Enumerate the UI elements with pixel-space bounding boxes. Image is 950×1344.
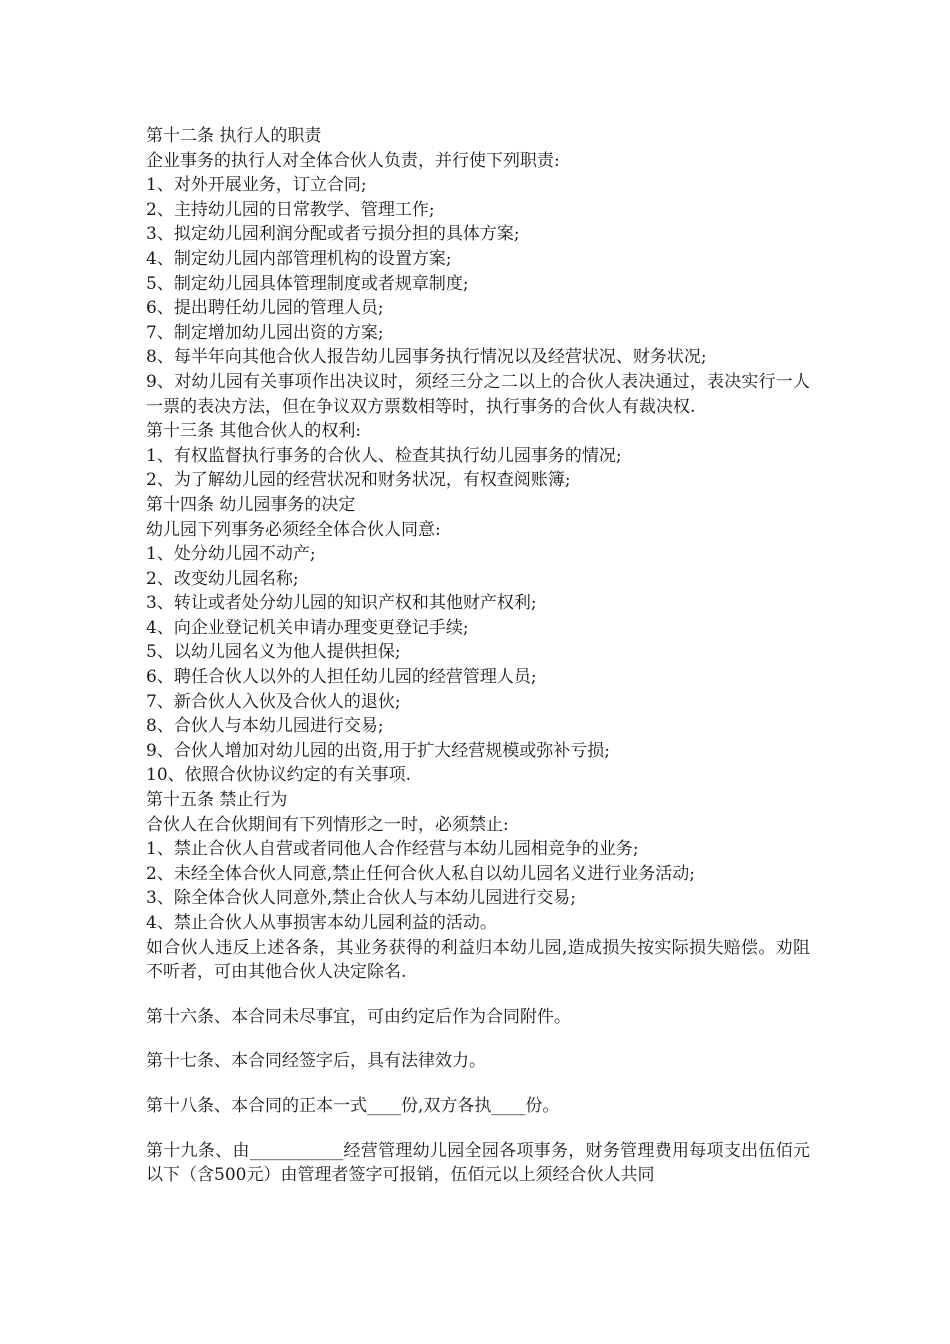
list-item: 1、有权监督执行事务的合伙人、检查其执行幼儿园事务的情况; [146, 445, 622, 466]
list-item: 2、为了解幼儿园的经营状况和财务状况，有权查阅账簿; [146, 470, 571, 491]
article-15-intro: 合伙人在合伙期间有下列情形之一时，必须禁止: [146, 814, 509, 835]
article-12-intro: 企业事务的执行人对全体合伙人负责，并行使下列职责: [146, 150, 560, 171]
list-item: 1、对外开展业务，订立合同; [146, 175, 367, 196]
list-item: 8、每半年向其他合伙人报告幼儿园事务执行情况以及经营状况、财务状况; [146, 347, 707, 368]
article-13-title: 第十三条 其他合伙人的权利: [146, 421, 362, 442]
list-item: 9、对幼儿园有关事项作出决议时，须经三分之二以上的合伙人表决通过，表决实行一人一票的表决方法，但在争议双方票数相等时，执行事务的合伙人有裁决权. [146, 371, 810, 417]
list-item: 5、以幼儿园名义为他人提供担保; [146, 642, 401, 663]
list-item: 1、禁止合伙人自营或者同他人合作经营与本幼儿园相竞争的业务; [146, 839, 639, 860]
list-item: 7、制定增加幼儿园出资的方案; [146, 322, 384, 343]
list-item: 3、转让或者处分幼儿园的知识产权和其他财产权利; [146, 593, 537, 614]
list-item: 1、处分幼儿园不动产; [146, 544, 316, 565]
article-19: 第十九条、由___________经营管理幼儿园全园各项事务，财务管理费用每项支出伍佰元以下（含500元）由管理者签字可报销，伍佰元以上须经合伙人共同 [146, 1140, 810, 1186]
list-item: 5、制定幼儿园具体管理制度或者规章制度; [146, 273, 469, 294]
list-item: 4、向企业登记机关申请办理变更登记手续; [146, 617, 469, 638]
list-item: 6、提出聘任幼儿园的管理人员; [146, 298, 384, 319]
list-item: 2、主持幼儿园的日常教学、管理工作; [146, 199, 435, 220]
article-15-closing: 如合伙人违反上述各条，其业务获得的利益归本幼儿园,造成损失按实际损失赔偿。劝阻不听者，可由其他合伙人决定除名. [146, 937, 810, 983]
list-item: 9、合伙人增加对幼儿园的出资,用于扩大经营规模或弥补亏损; [146, 740, 610, 761]
list-item: 2、改变幼儿园名称; [146, 568, 299, 589]
list-item: 3、拟定幼儿园利润分配或者亏损分担的具体方案; [146, 224, 520, 245]
list-item: 8、合伙人与本幼儿园进行交易; [146, 716, 384, 737]
document-page [146, 124, 810, 1188]
article-12-title: 第十二条 执行人的职责 [146, 126, 322, 146]
article-15-title: 第十五条 禁止行为 [146, 790, 288, 811]
list-item: 7、新合伙人入伙及合伙人的退伙; [146, 691, 401, 712]
article-18: 第十八条、本合同的正本一式____份,双方各执____份。 [146, 1095, 560, 1116]
list-item: 2、未经全体合伙人同意,禁止任何合伙人私自以幼儿园名义进行业务活动; [146, 863, 695, 884]
list-item: 6、聘任合伙人以外的人担任幼儿园的经营管理人员; [146, 667, 537, 688]
article-16: 第十六条、本合同未尽事宜，可由约定后作为合同附件。 [146, 1006, 571, 1027]
article-14-title: 第十四条 幼儿园事务的决定 [146, 494, 356, 515]
list-item: 3、除全体合伙人同意外,禁止合伙人与本幼儿园进行交易; [146, 888, 576, 909]
list-item: 4、制定幼儿园内部管理机构的设置方案; [146, 248, 452, 269]
list-item: 4、禁止合伙人从事损害本幼儿园利益的活动。 [146, 913, 497, 933]
article-17: 第十七条、本合同经签字后，具有法律效力。 [146, 1051, 486, 1072]
list-item: 10、依照合伙协议约定的有关事项. [146, 765, 412, 786]
article-14-intro: 幼儿园下列事务必须经全体合伙人同意: [146, 519, 441, 540]
